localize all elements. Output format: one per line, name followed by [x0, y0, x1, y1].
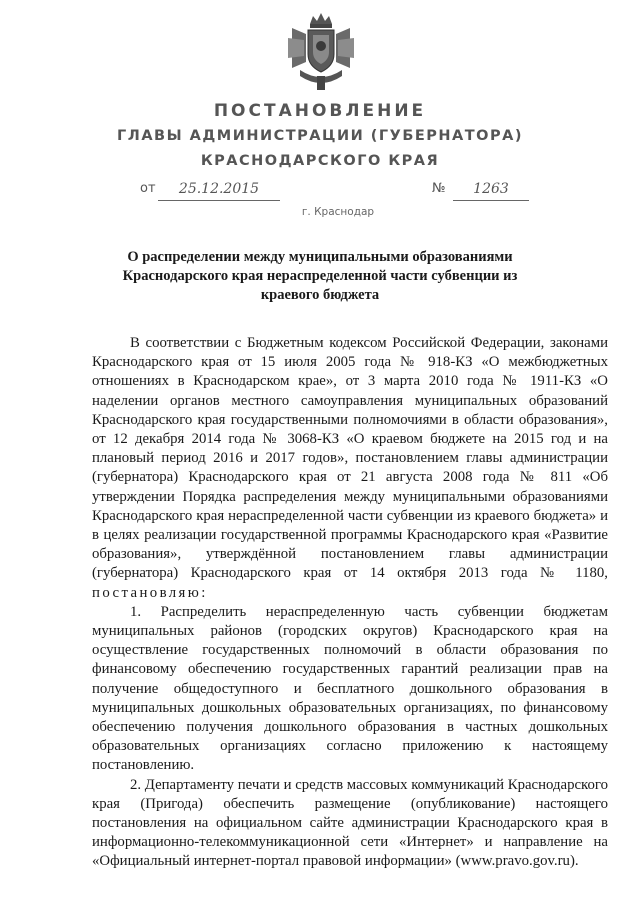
preamble-text: В соответствии с Бюджетным кодексом Российской Федерации, законами Краснодарского края от 15 июля 2005 года № 918-КЗ «О межбюджетных отношениях в Краснодарском крае», от 3 марта 2010 года № 1911-КЗ «О наделении органов местного самоуправления муниципальных образований Краснодарского края государственными полномочиями в области образования», от 12 декабря 2014 года № 3068-КЗ «О краевом бюджете на 2015 год и на плановый период 2016 и 2017 годов», постановлением главы администрации (губернатора) Краснодарского края от 21 августа 2008 года № 811 «Об утверждении Порядка распределения между муниципальными образованиями Краснодарского края нераспределенной части субвенции из краевого бюджета» и в целях реализации государственной программы Краснодарского края «Развитие образования», утверждённой постановлением главы администрации (губернатора) Краснодарского края от 14 октября 2013 года № 1180, — [92, 335, 608, 582]
document-date: 25.12.2015 — [158, 180, 280, 201]
preamble-paragraph — [92, 334, 608, 603]
number-prefix: № — [432, 181, 446, 196]
date-prefix: от — [140, 181, 156, 196]
document-type-heading: ПОСТАНОВЛЕНИЕ — [213, 101, 427, 121]
region-heading: КРАСНОДАРСКОГО КРАЯ — [200, 153, 440, 169]
city-label: г. Краснодар — [301, 206, 375, 218]
coat-of-arms-emblem — [286, 10, 356, 94]
document-body — [92, 334, 608, 872]
document-title: О распределении между муниципальными образованиями Краснодарского края нераспределенной части субвенции из краевого бюджета — [122, 249, 518, 303]
decree-word: постановляю: — [92, 584, 208, 601]
clause-2: 2. Департаменту печати и средств массовых коммуникаций Краснодарского края (Пригода) обеспечить размещение (опубликование) настоящего постановления на официальном сайте администрации Краснодарского края в информационно-телекоммуникационной сети «Интернет» и направление на «Официальный интернет-портал правовой информации» (www.pravo.gov.ru). — [92, 776, 608, 870]
clause-1: 1. Распределить нераспределенную часть субвенции бюджетам муниципальных районов (городских округов) Краснодарского края на осуществление государственных полномочий в области образования по финансовому обеспечению государственных гарантий реализации прав на получение общедоступного и бесплатного дошкольного образования в муниципальных дошкольных образовательных организациях, по финансовому обеспечению получения дошкольного образования в частных дошкольных образовательных организациях согласно приложению к настоящему постановлению. — [92, 603, 608, 774]
issuer-heading: ГЛАВЫ АДМИНИСТРАЦИИ (ГУБЕРНАТОРА) — [117, 128, 523, 144]
document-number: 1263 — [453, 180, 529, 201]
